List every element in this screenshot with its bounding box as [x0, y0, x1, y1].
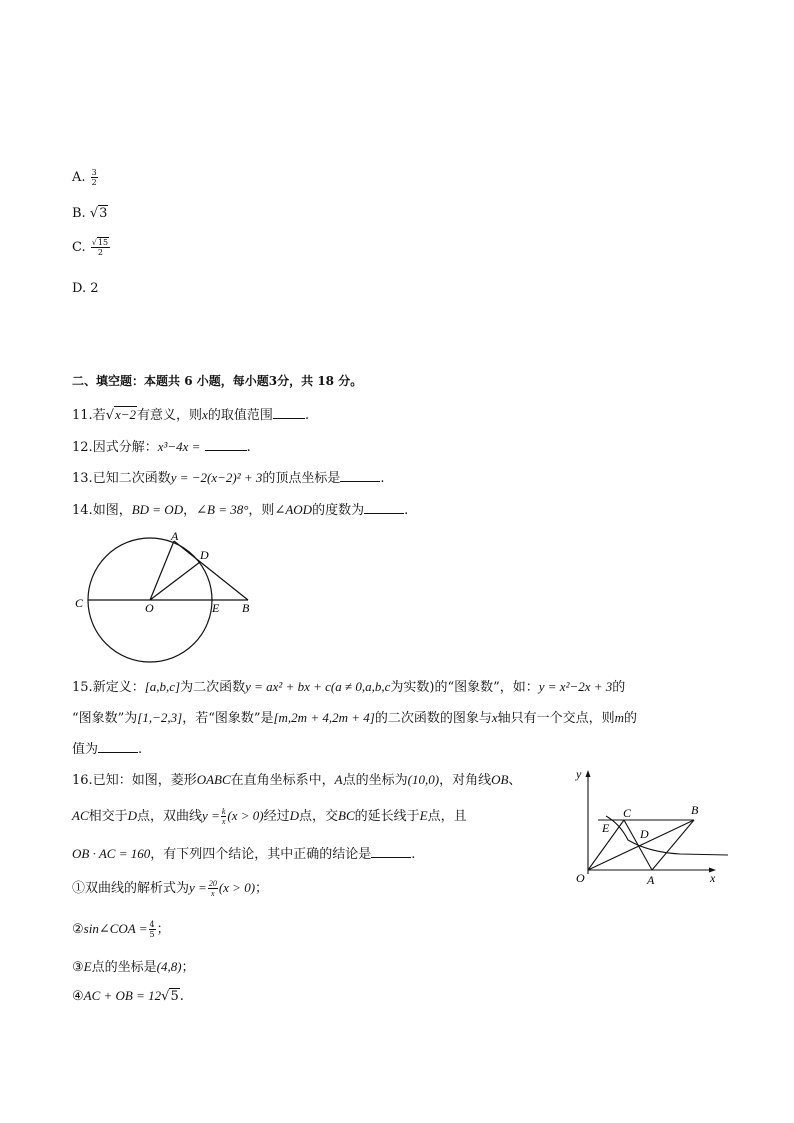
option-a[interactable]: [72, 168, 99, 187]
question-12: 12.因式分解：x³−4x = .: [72, 439, 251, 455]
answer-blank[interactable]: [340, 469, 380, 482]
label-x: x: [710, 871, 716, 885]
conclusion-2: ②sin∠COA = $\frac{4}{5}$ ；: [72, 920, 170, 939]
label-c: C: [623, 806, 632, 820]
question-16-line-3: OB · AC = 160，有下列四个结论，其中正确的结论是 .: [72, 846, 416, 862]
hyperbola: [606, 816, 728, 855]
question-13: 13.已知二次函数y = −2(x−2)² + 3的顶点坐标是 .: [72, 470, 385, 486]
conclusion-1: ①双曲线的解析式为y = $\frac{20}{x}$ (x > 0)；: [72, 879, 269, 898]
label-o: O: [145, 601, 154, 615]
label-a: A: [647, 873, 655, 887]
label-b: B: [691, 803, 699, 817]
option-value: 2: [90, 281, 99, 296]
section-heading: 二、填空题：本题共 6 小题，每小题3分，共 18 分。: [72, 374, 363, 388]
fraction: $\frac{k}{x}$: [221, 807, 226, 826]
label-c: C: [75, 596, 84, 610]
question-15-line-1: 15.新定义：[a,b,c]为二次函数y = ax² + bx + c(a ≠ 0,a,b,c为实数)的“图象数”，如：y = x²−2x + 3的: [72, 679, 626, 695]
answer-blank[interactable]: [98, 740, 138, 753]
radical: √3: [89, 206, 108, 221]
answer-blank[interactable]: [205, 438, 247, 451]
question-16-line-2: AC相交于D点，双曲线y = $\frac{k}{x}$ (x > 0)经过D点，交BC的延长线于E点，且: [72, 807, 467, 826]
answer-blank[interactable]: [371, 845, 411, 858]
fraction: $\frac{4}{5}$: [149, 920, 155, 939]
option-letter: D.: [72, 281, 87, 296]
question-11: 11.若√x−2有意义，则x的取值范围 .: [72, 407, 309, 423]
option-letter: B.: [72, 206, 86, 221]
option-letter: C.: [72, 240, 86, 255]
question-16-line-1: 16.已知：如图，菱形OABC在直角坐标系中，A点的坐标为(10,0)，对角线OB、: [72, 772, 522, 788]
label-d: D: [200, 548, 209, 562]
label-e: E: [212, 601, 220, 615]
option-letter: A.: [72, 170, 86, 185]
y-axis-arrow: [586, 770, 591, 777]
label-e: E: [602, 821, 610, 835]
label-d: D: [640, 827, 649, 841]
answer-blank[interactable]: [364, 501, 404, 514]
conclusion-4: ④AC + OB = 12√5.: [72, 988, 184, 1004]
radical: √5: [161, 989, 179, 1004]
question-15-line-2: “图象数”为[1,−2,3]，若“图象数”是[m,2m + 4,2m + 4]的二次函数的图象与x轴只有一个交点，则m的: [72, 710, 638, 726]
question-14: 14.如图，BD = OD，∠B = 38°，则∠AOD的度数为 .: [72, 502, 409, 518]
question-15-line-3: 值为 .: [72, 742, 143, 757]
answer-blank[interactable]: [273, 406, 305, 419]
label-y: y: [576, 767, 582, 781]
q16-rhombus-figure: [570, 764, 730, 892]
label-o: O: [576, 871, 585, 885]
fraction: $\frac{3}{2}$: [91, 168, 97, 187]
fraction: $\frac{√15}{2}$: [91, 238, 109, 257]
fraction: $\frac{20}{x}$: [208, 879, 217, 898]
label-a: A: [171, 529, 179, 543]
option-b[interactable]: [72, 206, 108, 221]
option-d[interactable]: [72, 281, 99, 296]
conclusion-3: ③E点的坐标是(4,8)；: [72, 959, 195, 975]
radical: √x−2: [105, 407, 137, 423]
q14-circle-figure: [70, 526, 270, 666]
option-c[interactable]: [72, 238, 111, 257]
label-b: B: [242, 601, 250, 615]
side-ab: [652, 820, 694, 870]
